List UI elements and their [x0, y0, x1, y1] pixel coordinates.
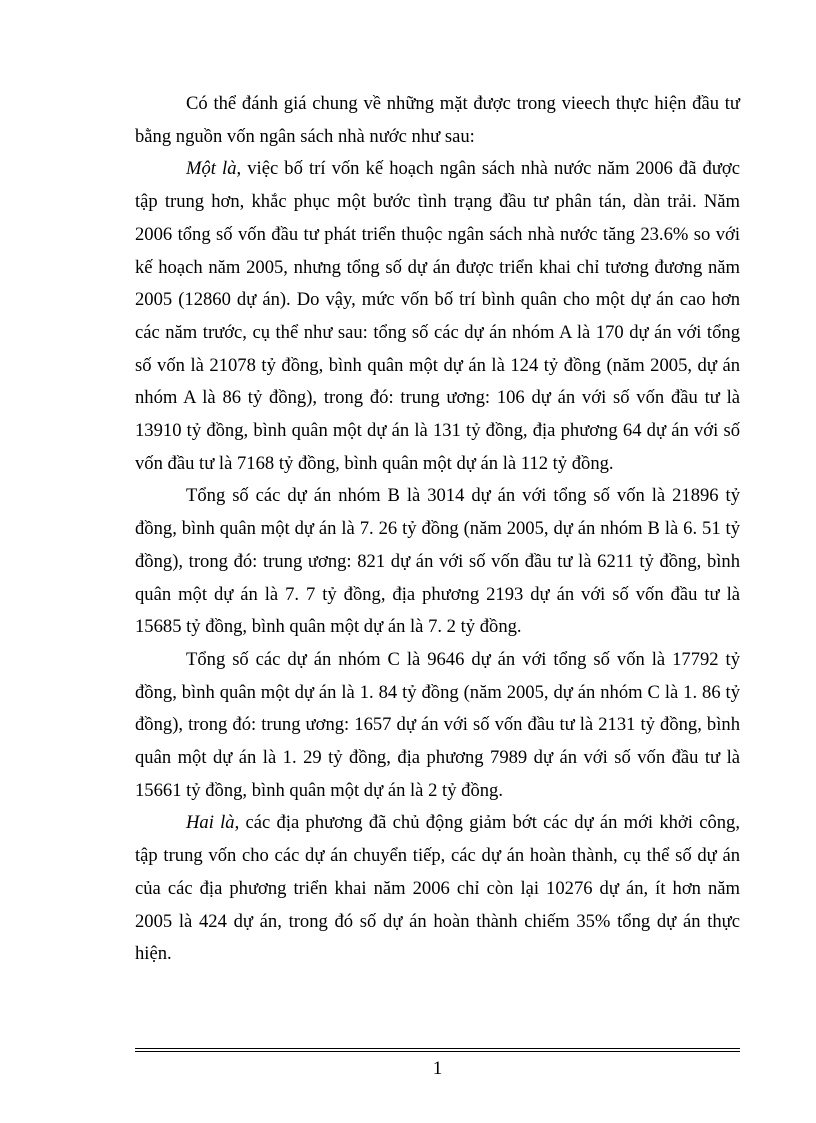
paragraph-group-b-text: Tổng số các dự án nhóm B là 3014 dự án với tổng số vốn là 21896 tỷ đồng, bình quân một dự án là 7. 26 tỷ đồng (năm 2005, dự án nhóm B là 6. 51 tỷ đồng), trong đó: trung ương: 821 dự án với số vốn đầu tư là 6211 tỷ đồng, bình quân một dự án là 7. 7 tỷ đồng, địa phương 2193 dự án với số vốn đầu tư là 15685 tỷ đồng, bình quân một dự án là 7. 2 tỷ đồng.: [135, 485, 740, 638]
document-body: [135, 88, 740, 971]
paragraph-second-point: [135, 807, 740, 971]
paragraph-group-c: [135, 644, 740, 808]
paragraph-first-point: [135, 153, 740, 480]
paragraph-first-point-text: , việc bố trí vốn kế hoạch ngân sách nhà nước năm 2006 đã được tập trung hơn, khắc phục một bước tình trạng đầu tư phân tán, dàn trải. Năm 2006 tổng số vốn đầu tư phát triển thuộc ngân sách nhà nước tăng 23.6% so với kế hoạch năm 2005, nhưng tổng số dự án được triển khai chỉ tương đương năm 2005 (12860 dự án). Do vậy, mức vốn bố trí bình quân cho một dự án cao hơn các năm trước, cụ thể như sau: tổng số các dự án nhóm A là 170 dự án với tổng số vốn là 21078 tỷ đồng, bình quân một dự án là 124 tỷ đồng (năm 2005, dự án nhóm A là 86 tỷ đồng), trong đó: trung ương: 106 dự án với số vốn đầu tư là 13910 tỷ đồng, bình quân một dự án là 131 tỷ đồng, địa phương 64 dự án với số vốn đầu tư là 7168 tỷ đồng, bình quân một dự án là 112 tỷ đồng.: [135, 158, 740, 474]
paragraph-first-point-lead: Một là: [186, 158, 237, 180]
paragraph-intro: [135, 88, 740, 153]
paragraph-second-point-lead: Hai là: [186, 812, 235, 834]
paragraph-group-b: [135, 480, 740, 644]
paragraph-intro-text: Có thể đánh giá chung về những mặt được trong vieech thực hiện đầu tư bằng nguồn vốn ngân sách nhà nước như sau:: [135, 93, 740, 147]
paragraph-group-c-text: Tổng số các dự án nhóm C là 9646 dự án với tổng số vốn là 17792 tỷ đồng, bình quân một dự án là 1. 84 tỷ đồng (năm 2005, dự án nhóm C là 1. 86 tỷ đồng), trong đó: trung ương: 1657 dự án với số vốn đầu tư là 2131 tỷ đồng, bình quân một dự án là 1. 29 tỷ đồng, địa phương 7989 dự án với số vốn đầu tư là 15661 tỷ đồng, bình quân một dự án là 2 tỷ đồng.: [135, 648, 740, 801]
paragraph-second-point-text: , các địa phương đã chủ động giảm bớt các dự án mới khởi công, tập trung vốn cho các dự án chuyển tiếp, các dự án hoàn thành, cụ thể số dự án của các địa phương triển khai năm 2006 chỉ còn lại 10276 dự án, ít hơn năm 2005 là 424 dự án, trong đó số dự án hoàn thành chiếm 35% tổng dự án thực hiện.: [135, 812, 740, 965]
footer-divider: [135, 1048, 740, 1052]
page-number: 1: [432, 1058, 443, 1079]
